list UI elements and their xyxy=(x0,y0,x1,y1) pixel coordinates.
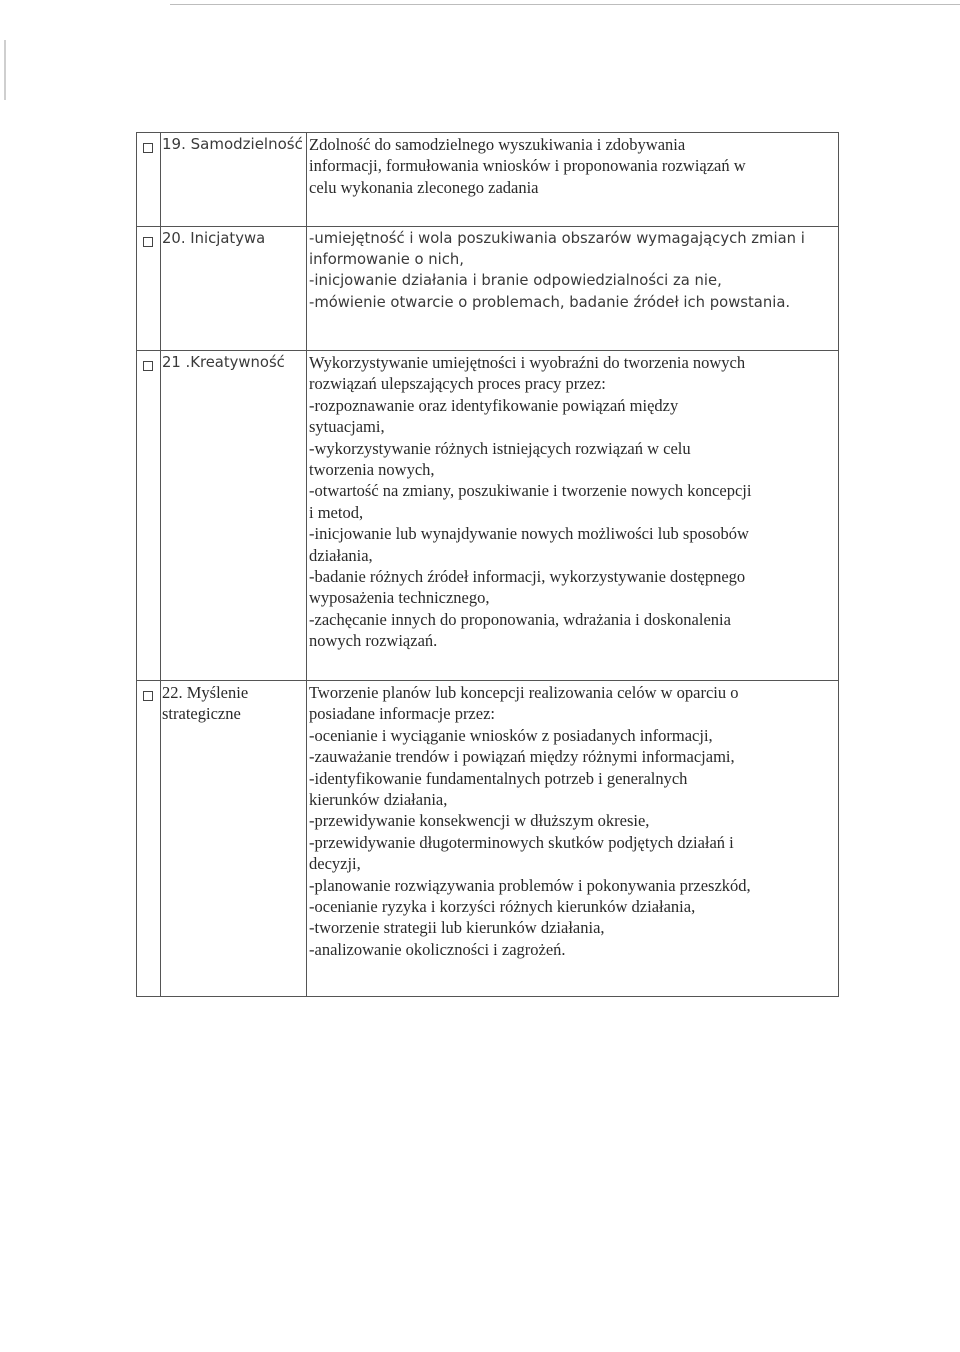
competence-name: 21 .Kreatywność xyxy=(162,354,285,371)
competence-table xyxy=(136,132,839,997)
description-line: działania, xyxy=(309,545,373,565)
description-line: -wykorzystywanie różnych istniejących rozwiązań w celu xyxy=(309,438,691,458)
description-line: -tworzenie strategii lub kierunków działania, xyxy=(309,918,605,938)
checkbox-myslenie-strategiczne[interactable] xyxy=(143,691,153,701)
competence-description xyxy=(307,133,838,198)
description-line: tworzenia nowych, xyxy=(309,460,435,480)
competence-name: 19. Samodzielność xyxy=(162,135,303,153)
description-line: Tworzenie planów lub koncepcji realizowania celów w oparciu o xyxy=(309,683,739,702)
description-line: sytuacjami, xyxy=(309,417,385,437)
description-line: Wykorzystywanie umiejętności i wyobraźni do tworzenia nowych xyxy=(309,353,746,372)
description-line: -otwartość na zmiany, poszukiwanie i tworzenie nowych koncepcji xyxy=(309,481,752,501)
description-line: -ocenianie i wyciąganie wniosków z posiadanych informacji, xyxy=(309,725,713,745)
description-line: nowych rozwiązań. xyxy=(309,631,438,651)
competence-description-cell xyxy=(307,351,839,681)
scan-edge-top xyxy=(170,4,960,5)
competence-description-cell xyxy=(307,133,839,227)
description-line: Zdolność do samodzielnego wyszukiwania i zdobywania xyxy=(309,135,686,154)
description-line: -inicjowanie lub wynajdywanie nowych możliwości lub sposobów xyxy=(309,524,749,544)
competence-description-cell xyxy=(307,681,839,997)
description-line: wyposażenia technicznego, xyxy=(309,588,490,608)
checkbox-kreatywnosc[interactable] xyxy=(143,361,153,371)
description-line: informacji, formułowania wniosków i proponowania rozwiązań w xyxy=(309,156,746,176)
competence-description xyxy=(307,227,838,313)
competence-name-cell xyxy=(161,351,307,681)
table-row-inicjatywa xyxy=(137,227,839,351)
description-line: -inicjowanie działania i branie odpowiedzialności za nie, xyxy=(309,272,722,290)
description-line: informowanie o nich, xyxy=(309,251,464,269)
competence-name-cell xyxy=(161,227,307,351)
checkbox-cell xyxy=(137,133,161,227)
description-line: rozwiązań ulepszających proces pracy przez: xyxy=(309,374,606,394)
checkbox-cell xyxy=(137,681,161,997)
checkbox-cell xyxy=(137,227,161,351)
description-line: decyzji, xyxy=(309,854,361,874)
scan-edge-left xyxy=(4,40,6,100)
competence-name-cell xyxy=(161,681,307,997)
description-line: celu wykonania zleconego zadania xyxy=(309,177,539,197)
competence-description-cell xyxy=(307,227,839,351)
checkbox-cell xyxy=(137,351,161,681)
competence-name-cell xyxy=(161,133,307,227)
checkbox-inicjatywa[interactable] xyxy=(143,237,153,247)
table-row-kreatywnosc xyxy=(137,351,839,681)
description-line: -planowanie rozwiązywania problemów i pokonywania przeszkód, xyxy=(309,875,751,895)
description-line: i metod, xyxy=(309,502,364,522)
competence-description xyxy=(307,681,838,960)
description-line: -mówienie otwarcie o problemach, badanie źródeł ich powstania. xyxy=(309,293,791,311)
competence-name: 20. Inicjatywa xyxy=(162,230,266,247)
checkbox-samodzielnosc[interactable] xyxy=(143,143,153,153)
description-line: -przewidywanie konsekwencji w dłuższym okresie, xyxy=(309,811,650,831)
description-line: -badanie różnych źródeł informacji, wykorzystywanie dostępnego xyxy=(309,567,746,587)
description-line: -ocenianie ryzyka i korzyści różnych kierunków działania, xyxy=(309,897,696,917)
description-line: -zauważanie trendów i powiązań między różnymi informacjami, xyxy=(309,747,735,767)
description-line: -analizowanie okoliczności i zagrożeń. xyxy=(309,939,566,959)
table-row-samodzielnosc xyxy=(137,133,839,227)
description-line: -zachęcanie innych do proponowania, wdrażania i doskonalenia xyxy=(309,609,731,629)
description-line: -przewidywanie długoterminowych skutków podjętych działań i xyxy=(309,832,734,852)
description-line: -identyfikowanie fundamentalnych potrzeb i generalnych xyxy=(309,768,688,788)
description-line: -umiejętność i wola poszukiwania obszarów wymagających zmian i xyxy=(309,230,805,247)
description-line: posiadane informacje przez: xyxy=(309,704,495,724)
table-row-myslenie-strategiczne xyxy=(137,681,839,997)
description-line: -rozpoznawanie oraz identyfikowanie powiązań między xyxy=(309,395,679,415)
competence-name: 22. Myślenie strategiczne xyxy=(162,683,249,723)
description-line: kierunków działania, xyxy=(309,790,448,810)
competence-description xyxy=(307,351,838,652)
